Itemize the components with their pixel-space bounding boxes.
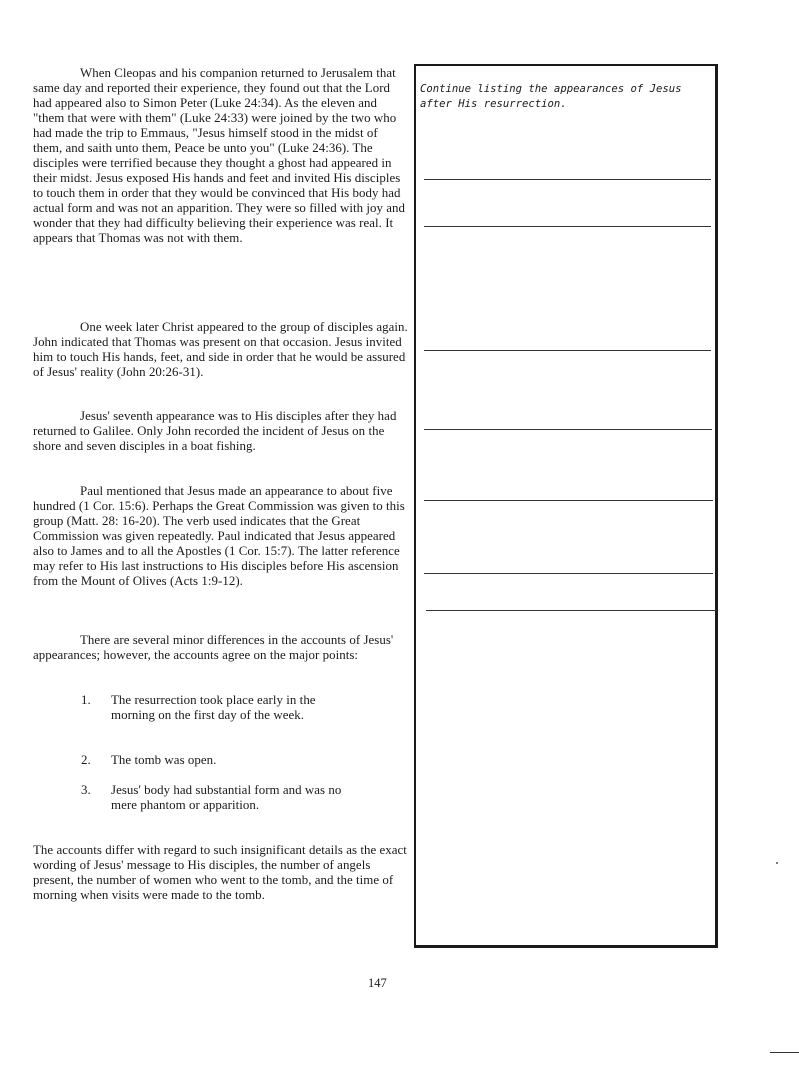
margin-mark: [770, 1052, 799, 1053]
answer-line-6[interactable]: [424, 573, 713, 574]
point-text: The resurrection took place early in the morning on the first day of the week.: [111, 693, 316, 722]
answer-line-3[interactable]: [424, 350, 711, 351]
paragraph-seventh-appearance: Jesus' seventh appearance was to His disciples after they had returned to Galilee. Only John recorded the incident of Jesus on the shore and seven disciples in a boat fishing.: [33, 409, 397, 453]
answer-line-5[interactable]: [424, 500, 713, 501]
paragraph-thomas: One week later Christ appeared to the group of disciples again. John indicated that Thomas was present on that occasion. Jesus invited him to touch His hands, feet, and side in order that he would be assured of Jesus' reality (John 20:26-31).: [33, 320, 408, 379]
answer-line-2[interactable]: [424, 226, 711, 227]
paragraph-cleopas: When Cleopas and his companion returned to Jerusalem that same day and reported their experience, they found out that the Lord had appeared also to Simon Peter (Luke 24:34). As the eleven and "them that were with them" (Luke 24:33) were joined by the two who had made the trip to Emmaus, "Jesus himself stood in the midst of them, and saith unto them, Peace be unto you" (Luke 24:36). The disciples were terrified because they thought a ghost had appeared in their midst. Jesus exposed His hands and feet and invited His disciples to touch them in order that they would be convinced that His body had actual form and was not an apparition. They were so filled with joy and wonder that they had difficulty believing their experience was real. It appears that Thomas was not with them.: [33, 66, 406, 245]
paragraph-accounts-differ: The accounts differ with regard to such insignificant details as the exact wording of Jesus' message to His disciples, the number of angels present, the number of women who went to the tomb, and the time of morning when visits were made to the tomb.: [33, 843, 407, 902]
paragraph-differences-intro: There are several minor differences in the accounts of Jesus' appearances; however, the accounts agree on the major points:: [33, 633, 394, 662]
scan-speck: [776, 862, 778, 864]
answer-line-4[interactable]: [424, 429, 712, 430]
worksheet-instruction: Continue listing the appearances of Jesus after His resurrection.: [420, 83, 682, 110]
worksheet-box: [414, 64, 718, 948]
page-number: 147: [368, 976, 387, 990]
paragraph-five-hundred: Paul mentioned that Jesus made an appearance to about five hundred (1 Cor. 15:6). Perhaps the Great Commission was given to this group (Matt. 28: 16-20). The verb used indicates that the Great Commission was given repeatedly. Paul indicated that Jesus appeared also to James and to all the Apostles (1 Cor. 15:7). The latter reference may refer to His last instructions to His disciples before His ascension from the Mount of Olives (Acts 1:9-12).: [33, 484, 405, 588]
point-text: Jesus' body had substantial form and was no mere phantom or apparition.: [111, 783, 342, 812]
answer-line-1[interactable]: [424, 179, 711, 180]
answer-line-7[interactable]: [426, 610, 717, 611]
point-number: 2.: [81, 753, 91, 767]
point-number: 1.: [81, 693, 91, 707]
point-number: 3.: [81, 783, 91, 797]
point-text: The tomb was open.: [111, 753, 217, 767]
